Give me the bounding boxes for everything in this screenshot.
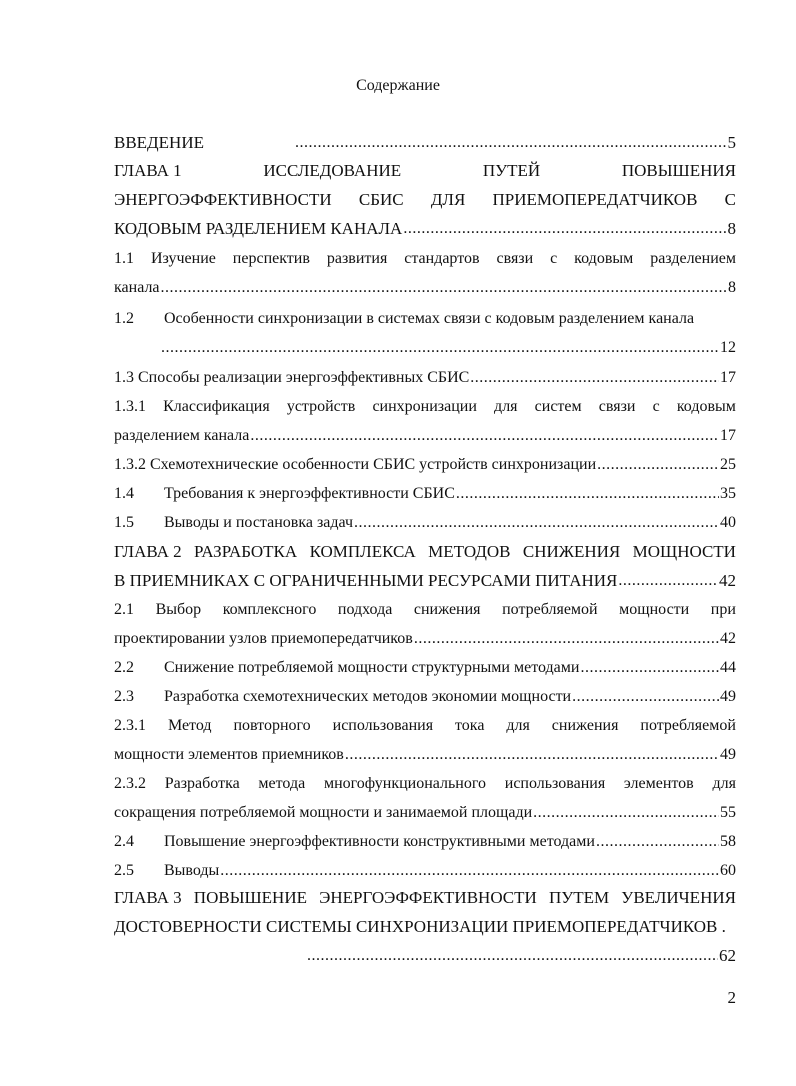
toc-word: для — [712, 775, 736, 792]
dot-leader — [403, 219, 726, 239]
toc-text: ДОСТОВЕРНОСТИ СИСТЕМЫ СИНХРОНИЗАЦИИ ПРИЕМОПЕРЕДАТЧИКОВ . — [114, 917, 726, 936]
toc-text: канала — [114, 279, 160, 296]
toc-page-number: 44 — [720, 659, 736, 676]
toc-entry-1-1-line-2[interactable] — [114, 274, 736, 298]
toc-text: Особенности синхронизации в системах связи с кодовым разделением канала — [164, 310, 695, 327]
toc-page-number: 12 — [720, 339, 736, 356]
toc-entry-chapter-1-line-2[interactable] — [114, 186, 736, 210]
toc-word: повторного — [233, 717, 311, 734]
toc-word: ГЛАВА 2 — [114, 542, 182, 561]
dot-leader — [618, 571, 718, 591]
toc-word: РАЗРАБОТКА — [194, 542, 298, 561]
toc-text: Выводы — [164, 862, 220, 879]
dot-leader — [533, 803, 719, 823]
toc-entry-1-4[interactable] — [114, 480, 736, 504]
toc-entry-2-4[interactable] — [114, 828, 736, 852]
toc-word: Выбор — [155, 601, 202, 618]
toc-word: подхода — [337, 601, 393, 618]
toc-word: ПОВЫШЕНИЯ — [621, 161, 736, 180]
toc-word: ГЛАВА 3 — [114, 888, 182, 907]
dot-leader — [345, 745, 719, 765]
toc-word: ПОВЫШЕНИЕ — [193, 888, 307, 907]
toc-text: Требования к энергоэффективности СБИС — [164, 485, 455, 502]
toc-word: для — [506, 717, 530, 734]
toc-text: 1.3.2 Схемотехнические особенности СБИС устройств синхронизации — [114, 456, 597, 473]
toc-word: КОМПЛЕКСА — [309, 542, 416, 561]
toc-text: Повышение энергоэффективности конструктивными методами — [164, 833, 595, 850]
dot-leader — [161, 278, 727, 298]
toc-word: кодовым — [574, 250, 634, 267]
toc-word: МОЩНОСТИ — [632, 542, 736, 561]
dot-leader — [354, 513, 719, 533]
dot-leader — [456, 484, 719, 504]
toc-word: развития — [326, 250, 388, 267]
toc-entry-intro[interactable] — [114, 129, 736, 153]
dot-leader — [572, 687, 719, 707]
toc-word: ГЛАВА 1 — [114, 161, 182, 180]
toc-text: Разработка схемотехнических методов экономии мощности — [164, 688, 572, 705]
toc-word: систем — [534, 398, 582, 415]
toc-page-number: 58 — [720, 833, 736, 850]
toc-number: 2.2 — [114, 659, 134, 676]
toc-word: Классификация — [163, 398, 270, 415]
toc-page-number: 8 — [727, 219, 736, 238]
toc-word: стандартов — [404, 250, 480, 267]
toc-entry-chapter-1-line-1[interactable] — [114, 157, 736, 181]
toc-text: сокращения потребляемой мощности и занимаемой площади — [114, 804, 533, 821]
toc-entry-1-2-line-1[interactable] — [114, 305, 736, 329]
toc-word: связи — [496, 250, 534, 267]
toc-page-number: 42 — [720, 630, 736, 647]
toc-entry-1-1-line-1[interactable] — [114, 245, 736, 269]
toc-word: тока — [455, 717, 485, 734]
toc-entry-1-2-line-2[interactable] — [160, 334, 736, 358]
toc-page-number: 55 — [720, 804, 736, 821]
dot-leader — [470, 368, 719, 388]
toc-entry-2-3-1-line-1[interactable] — [114, 712, 736, 736]
toc-entry-2-1-line-2[interactable] — [114, 625, 736, 649]
toc-page-number: 40 — [720, 514, 736, 531]
toc-entry-chapter-2-line-1[interactable] — [114, 538, 736, 562]
toc-word: разделением — [650, 250, 736, 267]
toc-number: 2.1 — [114, 601, 134, 618]
dot-leader — [220, 861, 719, 881]
toc-page-number: 49 — [720, 746, 736, 763]
toc-word: комплексного — [222, 601, 317, 618]
toc-intro-label: ВВЕДЕНИЕ — [114, 133, 204, 152]
toc-text: В ПРИЕМНИКАХ С ОГРАНИЧЕННЫМИ РЕСУРСАМИ ПИТАНИЯ — [114, 571, 618, 590]
toc-number: 2.3 — [114, 688, 134, 705]
toc-number: 2.3.2 — [114, 775, 146, 792]
toc-text: Снижение потребляемой мощности структурными методами — [164, 659, 580, 676]
toc-word: с — [550, 250, 558, 267]
dot-leader — [597, 455, 719, 475]
toc-entry-1-3-1-line-2[interactable] — [114, 422, 736, 446]
dot-leader — [250, 426, 719, 446]
toc-word: СНИЖЕНИЯ — [522, 542, 621, 561]
toc-number: 1.5 — [114, 514, 134, 531]
toc-word: УВЕЛИЧЕНИЯ — [621, 888, 736, 907]
toc-word: С — [724, 190, 736, 209]
toc-page-number: 60 — [720, 862, 736, 879]
toc-word: СБИС — [358, 190, 404, 209]
toc-word: ПУТЕЙ — [482, 161, 541, 180]
toc-word: устройств — [286, 398, 356, 415]
toc-word: ЭНЕРГОЭФФЕКТИВНОСТИ — [319, 888, 537, 907]
toc-entry-chapter-1-line-3[interactable] — [114, 215, 736, 239]
toc-page-number: 42 — [719, 571, 736, 590]
toc-page-number: 49 — [720, 688, 736, 705]
toc-entry-chapter-3-line-3[interactable] — [306, 942, 736, 966]
toc-word: метода — [258, 775, 306, 792]
toc-entry-2-1-line-1[interactable] — [114, 596, 736, 620]
dot-leader — [161, 338, 719, 358]
toc-entry-chapter-3-line-1[interactable] — [114, 884, 736, 908]
toc-number: 2.5 — [114, 862, 134, 879]
toc-page-number: 62 — [719, 946, 736, 965]
toc-word: перспектив — [232, 250, 310, 267]
toc-page-number: 25 — [720, 456, 736, 473]
toc-entry-2-2[interactable] — [114, 654, 736, 678]
toc-word: потребляемой — [502, 601, 598, 618]
toc-word: снижения — [413, 601, 481, 618]
toc-word: использования — [332, 717, 434, 734]
toc-word: Разработка — [164, 775, 240, 792]
toc-word: при — [710, 601, 736, 618]
toc-number: 1.1 — [114, 250, 134, 267]
toc-entry-2-3-2-line-1[interactable] — [114, 770, 736, 794]
toc-word: для — [494, 398, 518, 415]
toc-number: 1.2 — [114, 310, 134, 327]
toc-entry-2-3[interactable] — [114, 683, 736, 707]
toc-entry-2-3-1-line-2[interactable] — [114, 741, 736, 765]
dot-leader — [307, 946, 718, 966]
toc-text: КОДОВЫМ РАЗДЕЛЕНИЕМ КАНАЛА — [114, 219, 403, 238]
toc-word: ПУТЕМ — [548, 888, 610, 907]
toc-entry-chapter-3-line-2[interactable] — [114, 913, 736, 937]
dot-leader — [295, 133, 727, 153]
toc-text: проектировании узлов приемопередатчиков — [114, 630, 413, 647]
toc-page-number: 17 — [720, 369, 736, 386]
toc-text: мощности элементов приемников — [114, 746, 344, 763]
toc-text: разделением канала — [114, 427, 250, 444]
toc-entry-1-3-2[interactable] — [114, 451, 736, 475]
dot-leader — [596, 832, 719, 852]
toc-page-number: 5 — [727, 133, 736, 152]
toc-word: синхронизации — [372, 398, 477, 415]
toc-word: Изучение — [150, 250, 216, 267]
dot-leader — [580, 658, 719, 678]
toc-page-number: 8 — [728, 279, 736, 296]
toc-page-number: 17 — [720, 427, 736, 444]
toc-number: 1.3.1 — [114, 398, 146, 415]
toc-page-number: 35 — [720, 485, 736, 502]
toc-text: Выводы и постановка задач — [164, 514, 354, 531]
toc-word: связи — [598, 398, 636, 415]
toc-word: многофункционального — [323, 775, 487, 792]
toc-word: снижения — [551, 717, 619, 734]
toc-word: ДЛЯ — [430, 190, 466, 209]
toc-entry-2-5[interactable] — [114, 857, 736, 881]
toc-word: потребляемой — [640, 717, 736, 734]
toc-word: МЕТОДОВ — [428, 542, 511, 561]
toc-number: 2.3.1 — [114, 717, 146, 734]
toc-number: 1.4 — [114, 485, 134, 502]
toc-word: ЭНЕРГОЭФФЕКТИВНОСТИ — [114, 190, 332, 209]
page-number: 2 — [727, 988, 736, 1007]
toc-word: ПРИЕМОПЕРЕДАТЧИКОВ — [492, 190, 698, 209]
toc-word: элементов — [623, 775, 694, 792]
toc-entry-2-3-2-line-2[interactable] — [114, 799, 736, 823]
toc-entry-1-5[interactable] — [114, 509, 736, 533]
toc-word: мощности — [619, 601, 690, 618]
toc-text: 1.3 Способы реализации энергоэффективных СБИС — [114, 369, 470, 386]
page-title: Содержание — [356, 77, 440, 94]
toc-word: кодовым — [676, 398, 736, 415]
toc-word: с — [652, 398, 660, 415]
toc-number: 2.4 — [114, 833, 134, 850]
toc-word: использования — [504, 775, 606, 792]
toc-entry-1-3[interactable] — [114, 364, 736, 388]
toc-entry-1-3-1-line-1[interactable] — [114, 393, 736, 417]
dot-leader — [414, 629, 719, 649]
toc-word: ИССЛЕДОВАНИЕ — [263, 161, 402, 180]
toc-word: Метод — [167, 717, 212, 734]
toc-entry-chapter-2-line-2[interactable] — [114, 567, 736, 591]
